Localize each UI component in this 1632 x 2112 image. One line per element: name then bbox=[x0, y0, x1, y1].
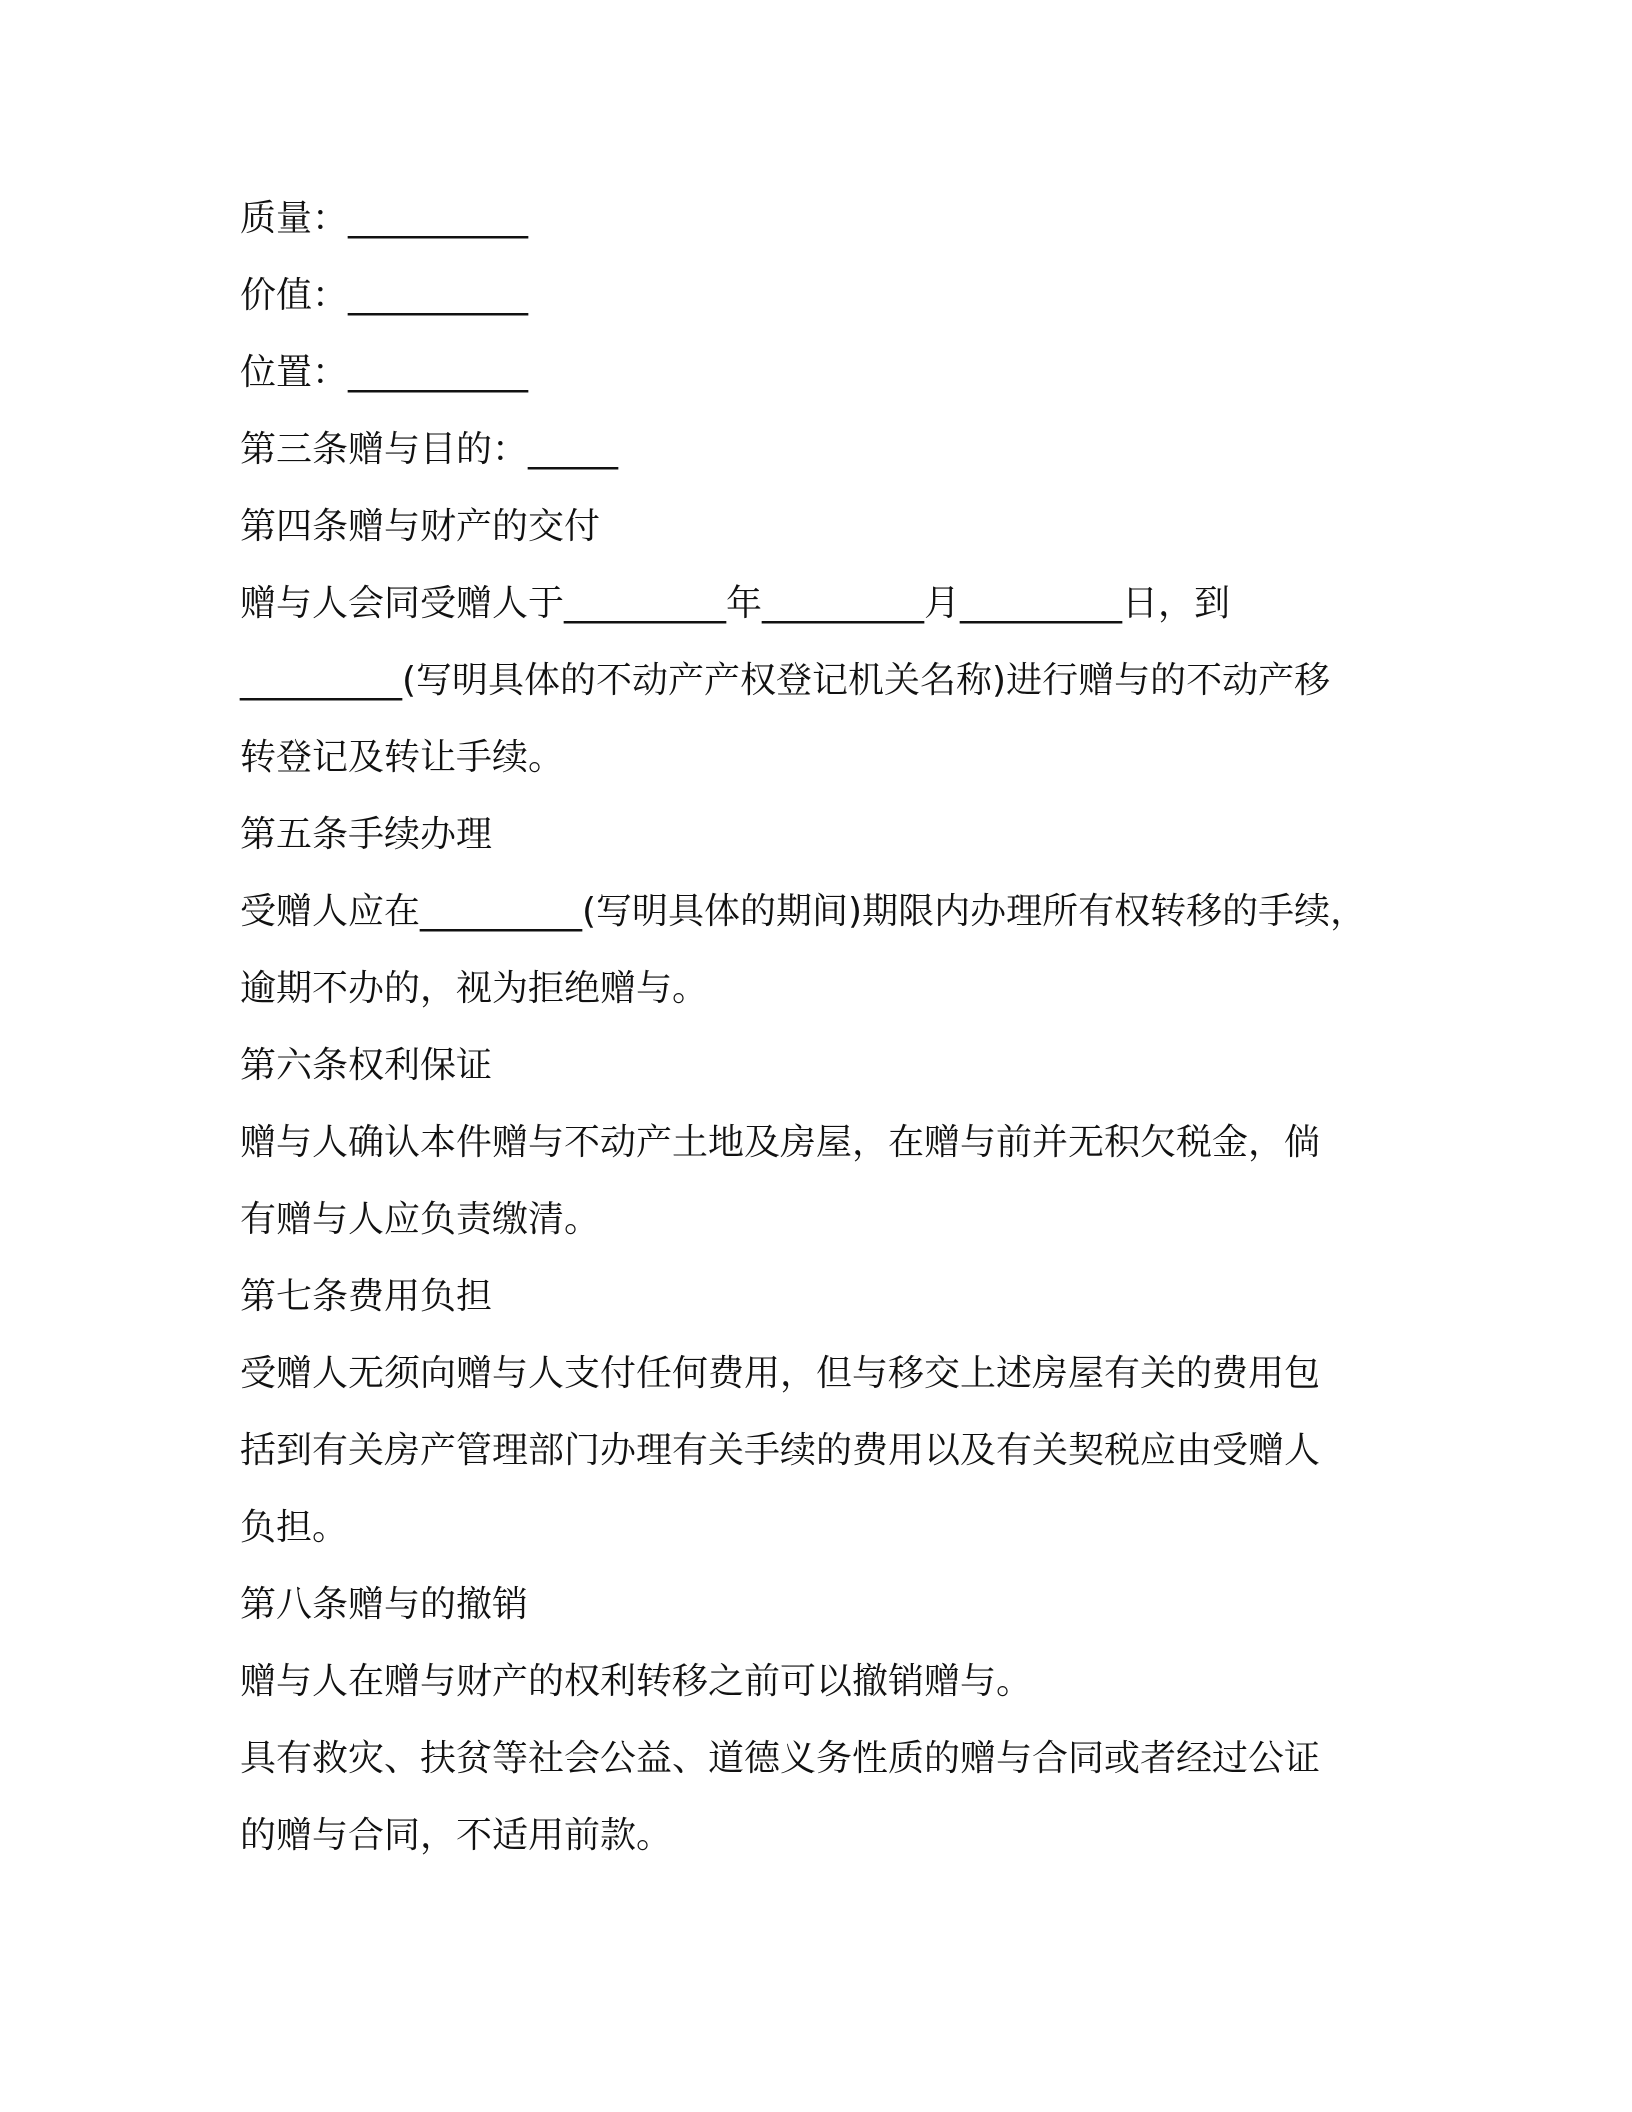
article-7-text-line-1: 受赠人无须向赠与人支付任何费用，但与移交上述房屋有关的费用包 bbox=[240, 1353, 1321, 1394]
article-7-text-line-2: 括到有关房产管理部门办理有关手续的费用以及有关契税应由受赠人 bbox=[240, 1430, 1321, 1471]
article-4-text-line-3: 转登记及转让手续。 bbox=[240, 737, 565, 778]
article-7-text-line-3: 负担。 bbox=[240, 1507, 349, 1548]
article-8-heading: 第八条赠与的撤销 bbox=[240, 1584, 529, 1625]
article-6-text-line-2: 有赠与人应负责缴清。 bbox=[240, 1199, 601, 1240]
article-5-text-line-1: 受赠人应在_________(写明具体的期间)期限内办理所有权转移的手续， bbox=[240, 891, 1367, 932]
article-4-text-line-2: _________(写明具体的不动产产权登记机关名称)进行赠与的不动产移 bbox=[240, 660, 1331, 701]
article-7-heading: 第七条费用负担 bbox=[240, 1276, 493, 1317]
article-3-purpose: 第三条赠与目的：_____ bbox=[240, 429, 619, 470]
article-5-text-line-2: 逾期不办的，视为拒绝赠与。 bbox=[240, 968, 709, 1009]
article-5-heading: 第五条手续办理 bbox=[240, 814, 493, 855]
article-4-heading: 第四条赠与财产的交付 bbox=[240, 506, 601, 547]
article-6-heading: 第六条权利保证 bbox=[240, 1045, 493, 1086]
field-quality: 质量：__________ bbox=[240, 198, 529, 239]
article-8-text-line-2: 具有救灾、扶贫等社会公益、道德义务性质的赠与合同或者经过公证 bbox=[240, 1738, 1321, 1779]
article-4-text-line-1: 赠与人会同受赠人于_________年_________月_________日，到 bbox=[240, 583, 1231, 624]
article-8-text-line-1: 赠与人在赠与财产的权利转移之前可以撤销赠与。 bbox=[240, 1661, 1033, 1702]
field-location: 位置：__________ bbox=[240, 352, 529, 393]
article-8-text-line-3: 的赠与合同，不适用前款。 bbox=[240, 1815, 673, 1856]
article-6-text-line-1: 赠与人确认本件赠与不动产土地及房屋，在赠与前并无积欠税金，倘 bbox=[240, 1122, 1321, 1163]
document-body bbox=[240, 180, 1420, 1874]
field-value: 价值：__________ bbox=[240, 275, 529, 316]
